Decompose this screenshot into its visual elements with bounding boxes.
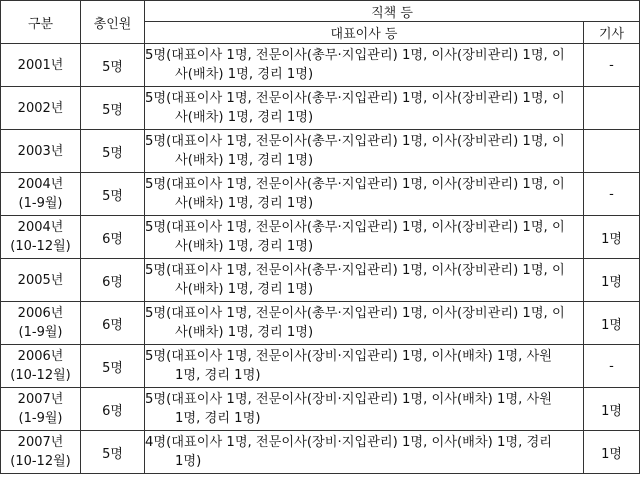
period-text: 2004년 <box>17 177 64 192</box>
period-text: (10-12월) <box>10 454 71 469</box>
detail-line-2: 사(배차) 1명, 경리 1명) <box>175 239 314 254</box>
header-engineer: 기사 <box>584 22 640 44</box>
header-positions: 직책 등 <box>145 1 640 22</box>
total-headcount-cell: 5명 <box>81 345 145 388</box>
total-headcount-cell: 5명 <box>81 44 145 87</box>
executives-detail-cell <box>145 302 584 345</box>
detail-line-1: 4명(대표이사 1명, 전문이사(장비·지입관리) 1명, 이사(배차) 1명, 경리 <box>145 435 552 450</box>
table-row <box>1 259 640 302</box>
executives-detail-cell <box>145 173 584 216</box>
executives-detail-cell <box>145 216 584 259</box>
period-text: 2007년 <box>17 435 64 450</box>
period-cell <box>1 44 81 87</box>
total-headcount-cell: 5명 <box>81 87 145 130</box>
period-text: 2005년 <box>17 272 64 288</box>
engineer-count-cell <box>584 87 640 130</box>
executives-detail-cell <box>145 87 584 130</box>
detail-line-1: 5명(대표이사 1명, 전문이사(총무·지입관리) 1명, 이사(장비관리) 1명, 이 <box>145 263 565 278</box>
executives-detail-cell <box>145 259 584 302</box>
period-text: 2001년 <box>17 57 64 73</box>
period-cell <box>1 87 81 130</box>
table-row <box>1 216 640 259</box>
engineer-count-cell: - <box>584 173 640 216</box>
total-headcount-cell: 6명 <box>81 302 145 345</box>
engineer-count-cell: 1명 <box>584 302 640 345</box>
period-cell <box>1 173 81 216</box>
period-text: 2004년 <box>17 220 64 235</box>
total-headcount-cell: 5명 <box>81 431 145 474</box>
table-row <box>1 431 640 474</box>
header-total: 총인원 <box>81 1 145 44</box>
detail-line-1: 5명(대표이사 1명, 전문이사(총무·지입관리) 1명, 이사(장비관리) 1명, 이 <box>145 91 565 106</box>
detail-line-1: 5명(대표이사 1명, 전문이사(총무·지입관리) 1명, 이사(장비관리) 1명, 이 <box>145 220 565 235</box>
period-cell <box>1 130 81 173</box>
executives-detail-cell <box>145 44 584 87</box>
detail-line-2: 사(배차) 1명, 경리 1명) <box>175 325 314 340</box>
period-cell <box>1 431 81 474</box>
period-text: (10-12월) <box>10 368 71 383</box>
detail-line-1: 5명(대표이사 1명, 전문이사(장비·지입관리) 1명, 이사(배차) 1명, 사원 <box>145 392 552 407</box>
table-row <box>1 87 640 130</box>
table-row <box>1 173 640 216</box>
detail-line-2: 사(배차) 1명, 경리 1명) <box>175 110 314 125</box>
table-body <box>1 44 640 474</box>
engineer-count-cell: 1명 <box>584 216 640 259</box>
total-headcount-cell: 6명 <box>81 259 145 302</box>
period-text: (1-9월) <box>18 196 63 211</box>
total-headcount-cell: 6명 <box>81 216 145 259</box>
period-cell <box>1 302 81 345</box>
period-text: 2007년 <box>17 392 64 407</box>
table-row <box>1 130 640 173</box>
table-row <box>1 44 640 87</box>
engineer-count-cell: 1명 <box>584 431 640 474</box>
detail-line-2: 사(배차) 1명, 경리 1명) <box>175 67 314 82</box>
detail-line-1: 5명(대표이사 1명, 전문이사(총무·지입관리) 1명, 이사(장비관리) 1명, 이 <box>145 48 565 63</box>
period-cell <box>1 216 81 259</box>
executives-detail-cell <box>145 345 584 388</box>
detail-line-2: 1명, 경리 1명) <box>175 411 261 426</box>
detail-line-2: 사(배차) 1명, 경리 1명) <box>175 282 314 297</box>
period-cell <box>1 388 81 431</box>
period-text: (1-9월) <box>18 325 63 340</box>
engineer-count-cell: 1명 <box>584 388 640 431</box>
period-cell <box>1 259 81 302</box>
period-text: (10-12월) <box>10 239 71 254</box>
period-text: 2006년 <box>17 349 64 364</box>
period-text: 2002년 <box>17 100 64 116</box>
detail-line-2: 1명) <box>175 454 202 469</box>
period-text: (1-9월) <box>18 411 63 426</box>
detail-line-1: 5명(대표이사 1명, 전문이사(총무·지입관리) 1명, 이사(장비관리) 1명, 이 <box>145 134 565 149</box>
executives-detail-cell <box>145 388 584 431</box>
executives-detail-cell <box>145 130 584 173</box>
total-headcount-cell: 6명 <box>81 388 145 431</box>
engineer-count-cell: - <box>584 44 640 87</box>
detail-line-2: 1명, 경리 1명) <box>175 368 261 383</box>
period-text: 2003년 <box>17 143 64 159</box>
engineer-count-cell <box>584 130 640 173</box>
detail-line-1: 5명(대표이사 1명, 전문이사(장비·지입관리) 1명, 이사(배차) 1명, 사원 <box>145 349 552 364</box>
detail-line-2: 사(배차) 1명, 경리 1명) <box>175 153 314 168</box>
detail-line-1: 5명(대표이사 1명, 전문이사(총무·지입관리) 1명, 이사(장비관리) 1명, 이 <box>145 306 565 321</box>
executives-detail-cell <box>145 431 584 474</box>
engineer-count-cell: - <box>584 345 640 388</box>
detail-line-1: 5명(대표이사 1명, 전문이사(총무·지입관리) 1명, 이사(장비관리) 1명, 이 <box>145 177 565 192</box>
engineer-count-cell: 1명 <box>584 259 640 302</box>
header-executives: 대표이사 등 <box>145 22 584 44</box>
table-row <box>1 388 640 431</box>
header-category: 구분 <box>1 1 81 44</box>
period-cell <box>1 345 81 388</box>
total-headcount-cell: 5명 <box>81 130 145 173</box>
detail-line-2: 사(배차) 1명, 경리 1명) <box>175 196 314 211</box>
table-row <box>1 345 640 388</box>
period-text: 2006년 <box>17 306 64 321</box>
table-row <box>1 302 640 345</box>
total-headcount-cell: 5명 <box>81 173 145 216</box>
